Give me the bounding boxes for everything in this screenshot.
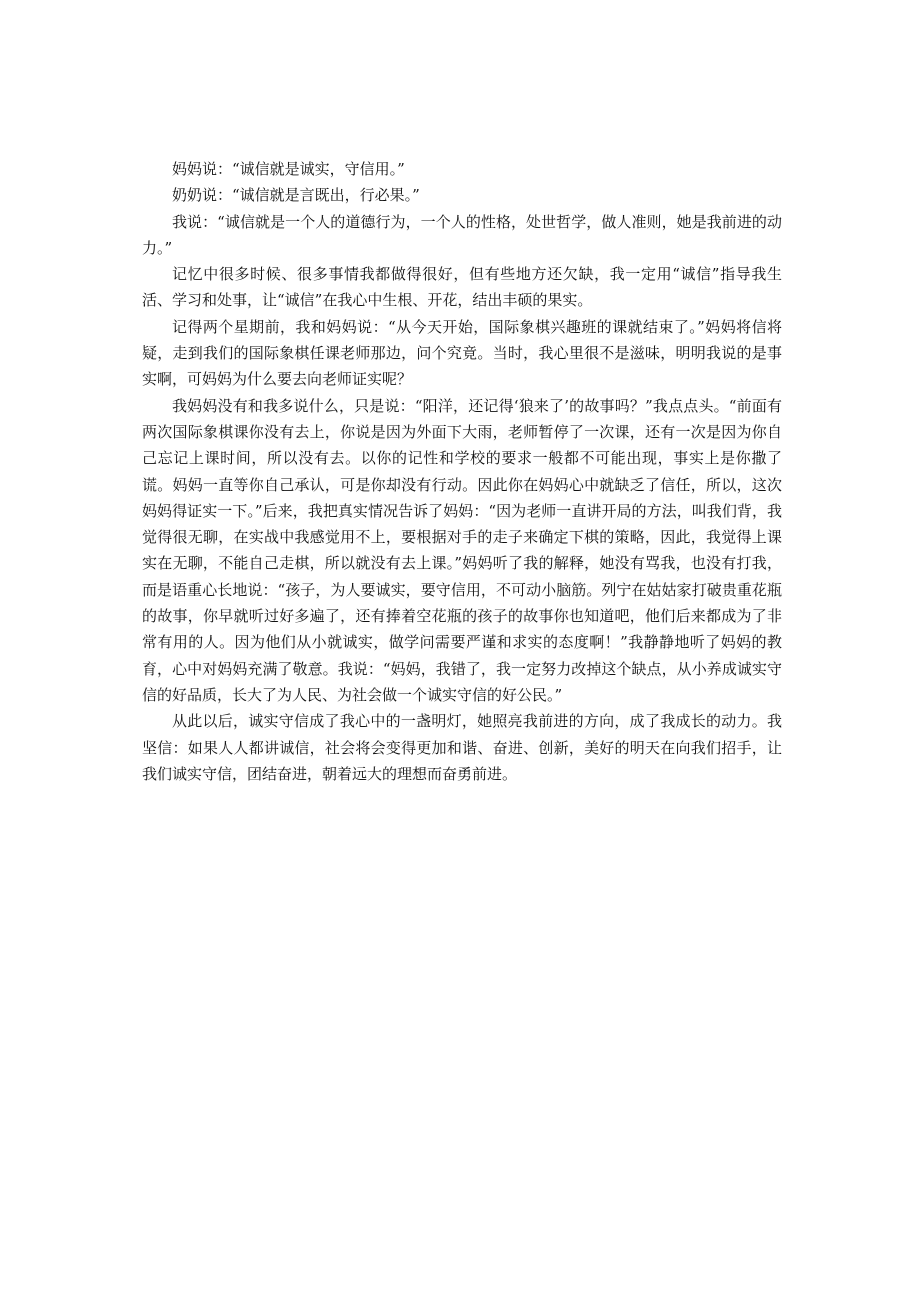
paragraph-7: 从此以后，诚实守信成了我心中的一盏明灯，她照亮我前进的方向，成了我成长的动力。我坚信：如果人人都讲诚信，社会将会变得更加和谐、奋进、创新，美好的明天在向我们招手，让我们诚实守信，团结奋进，朝着远大的理想而奋勇前进。 — [142, 712, 782, 783]
document-body — [142, 156, 782, 787]
paragraph-6: 我妈妈没有和我多说什么，只是说：“阳洋，还记得‘狼来了’的故事吗？”我点点头。“前面有两次国际象棋课你没有去上，你说是因为外面下大雨，老师暂停了一次课，还有一次是因为你自己忘记上课时间，所以没有去。以你的记性和学校的要求一般都不可能出现，事实上是你撒了谎。妈妈一直等你自己承认，可是你却没有行动。因此你在妈妈心中就缺乏了信任，所以，这次妈妈得证实一下。”后来，我把真实情况告诉了妈妈：“因为老师一直讲开局的方法，叫我们背，我觉得很无聊，在实战中我感觉用不上，要根据对手的走子来确定下棋的策略，因此，我觉得上课实在无聊，不能自己走棋，所以就没有去上课。”妈妈听了我的解释，她没有骂我，也没有打我，而是语重心长地说：“孩子，为人要诚实，要守信用，不可动小脑筋。列宁在姑姑家打破贵重花瓶的故事，你早就听过好多遍了，还有捧着空花瓶的孩子的故事你也知道吧，他们后来都成为了非常有用的人。因为他们从小就诚实，做学问需要严谨和求实的态度啊！”我静静地听了妈妈的教育，心中对妈妈充满了敬意。我说：“妈妈，我错了，我一定努力改掉这个缺点，从小养成诚实守信的好品质，长大了为人民、为社会做一个诚实守信的好公民。” — [142, 396, 782, 704]
paragraph-5: 记得两个星期前，我和妈妈说：“从今天开始，国际象棋兴趣班的课就结束了。”妈妈将信将疑，走到我们的国际象棋任课老师那边，问个究竟。当时，我心里很不是滋味，明明我说的是事实啊，可妈妈为什么要去向老师证实呢？ — [142, 317, 782, 389]
paragraph-3: 我说：“诚信就是一个人的道德行为，一个人的性格，处世哲学，做人准则，她是我前进的动力。” — [142, 212, 782, 257]
paragraph-2: 奶奶说：“诚信就是言既出，行必果。” — [172, 186, 420, 205]
paragraph-1: 妈妈说：“诚信就是诚实，守信用。” — [172, 160, 405, 178]
paragraph-4: 记忆中很多时候、很多事情我都做得很好，但有些地方还欠缺，我一定用“诚信”指导我生活、学习和处事，让“诚信”在我心中生根、开花，结出丰硕的果实。 — [142, 265, 782, 310]
